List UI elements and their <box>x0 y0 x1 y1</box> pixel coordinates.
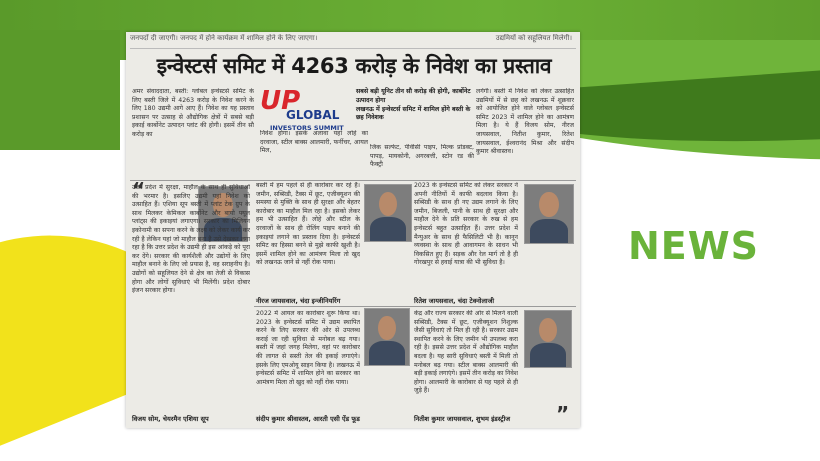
left-green-block <box>0 30 120 150</box>
photo-ritesh-jaiswal <box>524 184 574 244</box>
caption-4: संदीप कुमार श्रीवास्तव, आरती एसी ऐंड फूड <box>256 415 360 423</box>
news-label: NEWS <box>628 224 760 268</box>
photo-nitish-jaiswal <box>524 310 572 368</box>
highlights-box <box>356 88 476 144</box>
quote-end-icon: ” <box>556 402 570 426</box>
newspaper-clipping <box>126 32 580 428</box>
top-strip-right: उद्यमियों को सहूलियत मिलेगी। <box>495 34 572 42</box>
quote-1-text: उत्तर प्रदेश में सुरक्षा, माहौल के साथ ही सुविधाओं की भरमार है। इसलिए उद्यमी यहां निवेश को उत्साहित हैं। एशिया सूप बस्ती में प्लांट टेक ग्रुप के साथ मिलकर केमिकल कार्बोनेट और बायो फ्यूल प्लांट्स की इकाइयां लगाएगा। सरकार का मिलियन इकोनामी का सपना करने के लक्ष्य को लेकर कार्य कर रही है लेकिन यहां जो माहौल बना है उसे देखकर लगा रहा है कि उत्तर प्रदेश के उद्यमी ही इस आंकड़े को पूरा कर देंगे। सरकार की कार्यशैली और उद्योगों के लिए माहौल बनाने के लिए जो प्रयास है, वह सराहनीय है। उद्योगों को सहूलियत देने से क्षेत्र का तेजी से विकास होगा और लोगों सुविधाएं भी मिलेंगी। प्रदेश दोबार इंजन सरकार होगा। <box>132 184 250 295</box>
column-4-intro: लगेंगी। बस्ती में निवेश को लेकर उत्साहित उद्यमियों में से छह को लखनऊ में शुक्रवार को आयोजित होने वाले ग्लोबल इन्वेस्टर्स समिट 2023 में शामिल होने का आमंत्रण मिला है। ये हैं विजय सोम, नीरज जायसवाल, नितीश कुमार, रितेश जायसवाल, ईश्वरानंद मिश्रा और संदीप कुमार श्रीवास्तव। <box>476 88 574 156</box>
quote-3-text: 2023 के इन्वेस्टर्स समिट को लेकर सरकार ने अपनी नीतियों में काफी बदलाव किया है। सब्सिडी के साथ ही नए उद्यम लगाने के लिए जमीन, बिजली, पानी के साथ ही सुरक्षा और माहौल देने के प्रति सरकार के रुख से हम इन्वेस्टर्स बहुत उत्साहित हैं। उत्तर प्रदेश में मैन्युअर के साथ ही फैसिलिटी भी है। कानून व्यवस्था के साथ ही आवागमन के साधन भी विकसित हुए हैं। सड़क और रेल मार्ग तो है ही गोरखपुर से हवाई यात्रा की भी सुविधा है। <box>414 182 518 267</box>
column-3-intro: जिंक सल्फेट, पीवीसी पाइप, मिल्क प्रोडक्ट, पापड़, मायकोनी, अगरबत्ती, स्टोन रड की फैक्ट्री <box>370 144 474 169</box>
rule-2 <box>254 306 576 307</box>
photo-sandeep-srivastava <box>364 308 410 366</box>
logo-title: GLOBAL <box>286 108 340 122</box>
highlight-1: सबसे बड़ी यूनिट तीन सौ करोड़ की होगी, कार्बोनेट उत्पादन होगा <box>356 88 471 104</box>
highlight-2: लखनऊ में इन्वेस्टर्स समिट में शामिल होंगे बस्ती के छह निवेशक <box>356 105 471 122</box>
quote-5-text: केंद्र और राज्य सरकार की ओर से मिलने वाली सब्सिडी, टैक्स में छूट, एजीक्यूशन निशुल्क जैसी सुविधाएं तो मिल ही रही है। सरकार उद्यम स्थापित करने के लिए जमीन भी उपलब्ध करा रही है। इससे उत्तर प्रदेश में औद्योगिक माहौल बदला है। यह सारी सुविधाएं बस्ती में मिली तो मनोबल बढ़ गया। स्टील बाक्स आलमारी की बड़ी इकाई लगाएंगे। इसमें तीन करोड़ का निवेश होगा। आलमारी के कारोबार से यह पहले से ही जुड़े हैं। <box>414 310 518 395</box>
rule-1 <box>130 180 576 181</box>
column-1-intro: अमर संवाददाता, बस्ती: ग्लोबल इन्वेस्टर्स समिट के लिए बस्ती जिले में 4263 करोड़ के निवेश करने के लिए 180 उद्यमी आगे आए हैं। निवेश का यह प्रस्ताव प्रशासन पर उत्साह से औद्योगिक क्षेत्रों में सबसे बड़ी इकाई कार्बोनेट उत्पादन प्लांट की होगी। इसमें तीन सौ करोड़ का <box>132 88 254 138</box>
caption-2: नीरज जायसवाल, चंदा इन्जीनियरिंग <box>256 297 341 305</box>
logo-mark: UP <box>260 86 301 116</box>
logo-subtitle: INVESTORS SUMMIT <box>270 124 344 132</box>
top-strip-left: जनपदों दी जाएगी। जनपद में होने कार्यक्रम में शामिल होने के लिए जाएगा। <box>130 34 318 42</box>
paper-top-strip <box>130 34 576 49</box>
headline: इन्वेस्टर्स समिट में 4263 करोड़ के निवेश का प्रस्ताव <box>156 54 552 78</box>
photo-neeraj-jaiswal <box>364 184 412 242</box>
caption-3: रितेश जायसवाल, चंदा टेक्नोलाजी <box>414 297 495 305</box>
quote-2-text: बस्ती में हम पहले से ही कारोबार कर रहे हैं। जमीन, सब्सिडी, टैक्स में छूट, एजीक्यूशन की समस्या से मुक्ति के साथ ही सुरक्षा और बेहतर कारोबार का माहौल मिल रहा है। इसको लेकर हम भी उत्साहित हैं। लोहे और स्टील के दरवाजों के साथ ही रोलिंग पाइप बनाने की इकाइयां लगाने का प्रस्ताव दिया है। इन्वेस्टर्स समिट का हिस्सा बनने से मुझे काफी खुशी है। इसमें शामिल होने का आमंत्रण मिला तो खुद को लखनऊ जाने से नहीं रोक पाया। <box>256 182 360 267</box>
column-2-intro: निवेश होगा। इसके अलावा यहां लोहे का दरवाजा, स्टील बाक्स आलमारी, फर्नीचर, आयल मिल, <box>260 130 368 155</box>
quote-icon: “ <box>132 178 146 202</box>
quote-4-text: 2022 में आयल का कारोबार शुरू किया था। 2023 के इन्वेस्टर्स समिट में उद्यम स्थापित करने के लिए सरकार की ओर से उपलब्ध कराई जा रही सुविधा से मनोबल बढ़ गया। बस्ती में जहां जगह मिलेगा, वहां पर कारोबार की लागत से सस्ती तेल की इकाई लगाएंगे। इसके लिए एमओयू साइन किया है। लखनऊ में इन्वेस्टर्स समिट में शामिल होने का सरकार का आमंत्रण मिला तो खुद को नहीं रोक पाया। <box>256 310 360 386</box>
caption-5: नितीश कुमार जायसवाल, शुभम इंडस्ट्रीज <box>414 415 511 423</box>
caption-1: विजय सोम, चेयरमैन एशिया सूप <box>132 415 209 423</box>
